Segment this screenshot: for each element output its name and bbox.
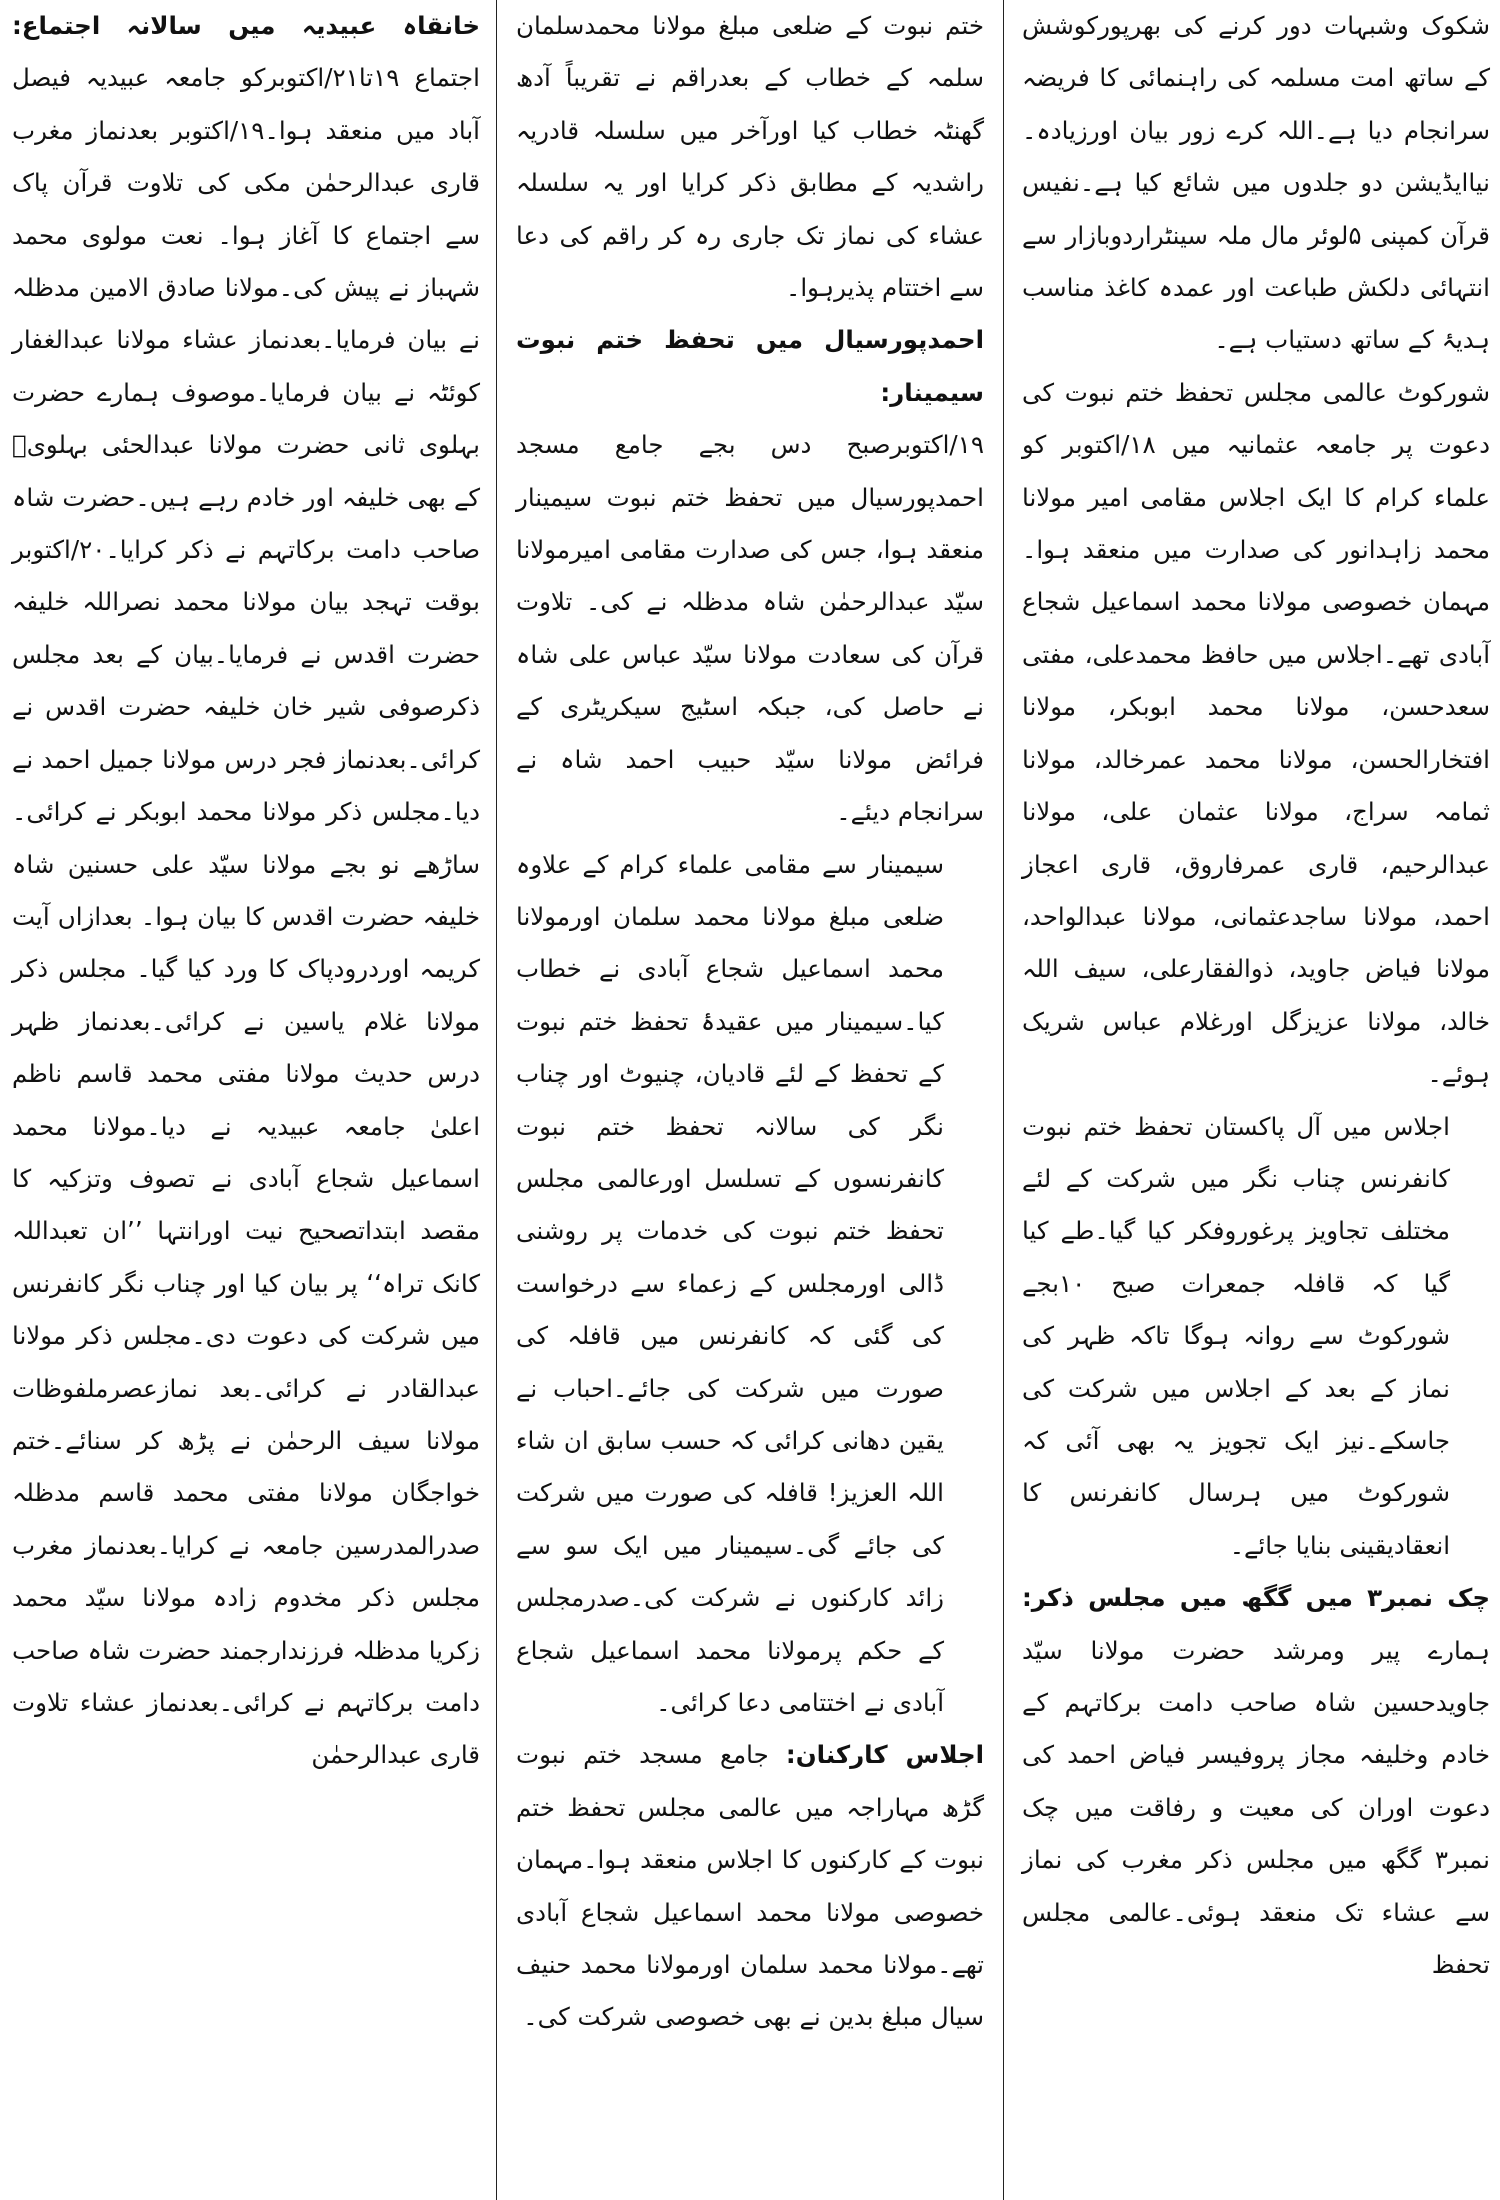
- section-heading: چک نمبر۳ میں گگھ میں مجلس ذکر:: [1022, 1583, 1490, 1613]
- paragraph: اجلاس میں آل پاکستان تحفظ ختم نبوت کانفرنس چناب نگر میں شرکت کے لئے مختلف تجاویز پرغوروفکر کیا گیا۔طے کیا گیا کہ قافلہ جمعرات صبح ۱۰بجے شورکوٹ سے روانہ ہوگا تاکہ ظہر کی نماز کے بعد کے اجلاس میں شرکت کی جاسکے۔نیز ایک تجویز یہ بھی آئی کہ شورکوٹ میں ہرسال کانفرنس کا انعقادیقینی بنایا جائے۔: [1022, 1111, 1450, 1560]
- section-heading: خانقاہ عبیدیہ میں سالانہ اجتماع:: [12, 11, 480, 40]
- paragraph-text: اجتماع ۱۹تا۲۱/اکتوبرکو جامعہ عبیدیہ فیصل آباد میں منعقد ہوا۔۱۹/اکتوبر بعدنماز مغرب قاری عبدالرحمٰن مکی کی تلاوت قرآن پاک سے اجتماع کا آغاز ہوا۔ نعت مولوی محمد شہباز نے پیش کی۔مولانا صادق الامین مدظلہ نے بیان فرمایا۔بعدنماز عشاء مولانا عبدالغفار کوئٹہ نے بیان فرمایا۔موصوف ہمارے حضرت بہلوی ثانی حضرت مولانا عبدالحئی بہلویؒ کے بھی خلیفہ اور خادم رہے ہیں۔حضرت شاہ صاحب دامت برکاتہم نے ذکر کرایا۔۲۰/اکتوبر بوقت تہجد بیان مولانا محمد نصراللہ خلیفہ حضرت اقدس نے فرمایا۔بیان کے بعد مجلس ذکرصوفی شیر خان خلیفہ حضرت اقدس نے کرائی۔بعدنماز فجر درس مولانا جمیل احمد نے دیا۔مجلس ذکر مولانا محمد ابوبکر نے کرائی۔ساڑھے نو بجے مولانا سیّد علی حسنین شاہ خلیفہ حضرت اقدس کا بیان ہوا۔ بعدازاں آیت کریمہ اوردرودپاک کا ورد کیا گیا۔ مجلس ذکر مولانا غلام یاسین نے کرائی۔بعدنماز ظہر درس حدیث مولانا مفتی محمد قاسم ناظم اعلیٰ جامعہ عبیدیہ نے دیا۔مولانا محمد اسماعیل شجاع آبادی نے تصوف وتزکیہ کا مقصد ابتداتصحیح نیت اورانتہا ’’ان تعبداللہ کانک تراہ‘‘ پر بیان کیا اور چناب نگر کانفرنس میں شرکت کی دعوت دی۔مجلس ذکر مولانا عبدالقادر نے کرائی۔بعد نمازعصرملفوظات مولانا سیف الرحمٰن نے پڑھ کر سنائے۔ختم خواجگان مولانا مفتی محمد قاسم مدظلہ صدرالمدرسین جامعہ نے کرایا۔بعدنماز مغرب مجلس ذکر مخدوم زادہ مولانا سیّد محمد زکریا مدظلہ فرزندارجمند حضرت شاہ صاحب دامت برکاتہم نے کرائی۔بعدنماز عشاء تلاوت قاری عبدالرحمٰن: [12, 63, 480, 1770]
- paragraph: ختم نبوت کے ضلعی مبلغ مولانا محمدسلمان سلمہ کے خطاب کے بعدراقم نے تقریباً آدھ گھنٹہ خطاب کیا اورآخر میں سلسلہ قادریہ راشدیہ کے مطابق ذکر کرایا اور یہ سلسلہ عشاء کی نماز تک جاری رہ کر راقم کی دعا سے اختتام پذیرہوا۔: [516, 11, 984, 303]
- column-divider: [1003, 0, 1004, 2200]
- paragraph-text: جامع مسجد ختم نبوت گڑھ مہاراجہ میں عالمی مجلس تحفظ ختم نبوت کے کارکنوں کا اجلاس منعقد ہوا۔مہمان خصوصی مولانا محمد اسماعیل شجاع آبادی تھے۔مولانا محمد سلمان اورمولانا محمد حنیف سیال مبلغ بدین نے بھی خصوصی شرکت کی۔: [516, 1740, 984, 2032]
- column-divider: [496, 0, 497, 2200]
- paragraph: [516, 1729, 984, 2043]
- paragraph: ۱۹/اکتوبرصبح دس بجے جامع مسجد احمدپورسیال میں تحفظ ختم نبوت سیمینار منعقد ہوا، جس کی صدارت مقامی امیرمولانا سیّد عبدالرحمٰن شاہ مدظلہ نے کی۔ تلاوت قرآن کی سعادت مولانا سیّد عباس علی شاہ نے حاصل کی، جبکہ اسٹیج سیکریٹری کے فرائض مولانا سیّد حبیب احمد شاہ نے سرانجام دیئے۔: [516, 430, 984, 827]
- article-column-left: [12, 0, 480, 2200]
- section-heading: احمدپورسیال میں تحفظ ختم نبوت سیمینار:: [516, 325, 984, 407]
- article-column-middle: [516, 0, 984, 2200]
- article-column-right: [1022, 0, 1490, 2200]
- paragraph-text: ہمارے پیر ومرشد حضرت مولانا سیّد جاویدحسین شاہ صاحب دامت برکاتہم کے خادم وخلیفہ مجاز پروفیسر فیاض احمد کی دعوت اوران کی معیت و رفاقت میں چک نمبر۳ گگھ میں مجلس ذکر مغرب کی نماز سے عشاء تک منعقد ہوئی۔عالمی مجلس تحفظ: [1022, 1635, 1490, 1980]
- paragraph: شورکوٹ عالمی مجلس تحفظ ختم نبوت کی دعوت پر جامعہ عثمانیہ میں ۱۸/اکتوبر کو علماء کرام کا ایک اجلاس مقامی امیر مولانا محمد زاہدانور کی صدارت میں منعقد ہوا۔مہمان خصوصی مولانا محمد اسماعیل شجاع آبادی تھے۔اجلاس میں حافظ محمدعلی، مفتی سعدحسن، مولانا محمد ابوبکر، مولانا افتخارالحسن، مولانا محمد عمرخالد، مولانا ثمامہ سراج، مولانا عثمان علی، مولانا عبدالرحیم، قاری عمرفاروق، قاری اعجاز احمد، مولانا ساجدعثمانی، مولانا عبدالواحد، مولانا فیاض جاوید، ذوالفقارعلی، سیف اللہ خالد، مولانا عزیزگل اورغلام عباس شریک ہوئے۔: [1022, 377, 1490, 1089]
- paragraph: سیمینار سے مقامی علماء کرام کے علاوہ ضلعی مبلغ مولانا محمد سلمان اورمولانا محمد اسماعیل شجاع آبادی نے خطاب کیا۔سیمینار میں عقیدۂ تحفظ ختم نبوت کے تحفظ کے لئے قادیان، چنیوٹ اور چناب نگر کی سالانہ تحفظ ختم نبوت کانفرنسوں کے تسلسل اورعالمی مجلس تحفظ ختم نبوت کی خدمات پر روشنی ڈالی اورمجلس کے زعماء سے درخواست کی گئی کہ کانفرنس میں قافلہ کی صورت میں شرکت کی جائے۔احباب نے یقین دھانی کرائی کہ حسب سابق ان شاء اللہ العزیز! قافلہ کی صورت میں شرکت کی جائے گی۔سیمینار میں ایک سو سے زائد کارکنوں نے شرکت کی۔صدرمجلس کے حکم پرمولانا محمد اسماعیل شجاع آبادی نے اختتامی دعا کرائی۔: [516, 849, 944, 1717]
- section-heading: اجلاس کارکنان:: [785, 1740, 985, 1770]
- paragraph: [1022, 1572, 1490, 1991]
- paragraph: شکوک وشبہات دور کرنے کی بھرپورکوشش کے ساتھ امت مسلمہ کی راہنمائی کا فریضہ سرانجام دیا ہے۔اللہ کرے زور بیان اورزیادہ۔ نیاایڈیشن دو جلدوں میں شائع کیا ہے۔نفیس قرآن کمپنی ۵لوئر مال ملہ سینٹراردوبازار سے انتہائی دلکش طباعت اور عمدہ کاغذ مناسب ہدیۂ کے ساتھ دستیاب ہے۔: [1022, 11, 1490, 355]
- paragraph: [12, 0, 480, 1782]
